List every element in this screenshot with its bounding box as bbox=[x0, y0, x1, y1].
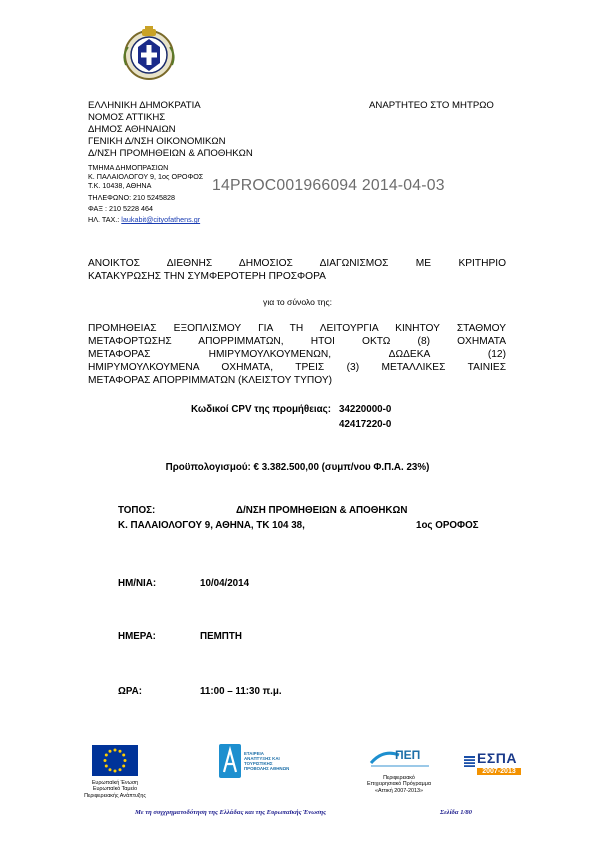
tender-title-line2: ΚΑΤΑΚΥΡΩΣΗΣ ΤΗΝ ΣΥΜΦΕΡΟΤΕΡΗ ΠΡΟΣΦΟΡΑ bbox=[88, 271, 326, 282]
header-phone: ΤΗΛΕΦΩΝΟ: 210 5245828 bbox=[88, 193, 176, 202]
pep-attica-logo bbox=[369, 745, 431, 771]
document-id: 14PROC001966094 2014-04-03 bbox=[212, 177, 445, 194]
header-country: ΕΛΛΗΝΙΚΗ ΔΗΜΟΚΡΑΤΙΑ bbox=[88, 100, 201, 111]
pep-caption bbox=[349, 775, 449, 794]
eu-caption bbox=[74, 780, 156, 799]
cpv-code-1: 34220000-0 bbox=[339, 404, 392, 415]
header-prefecture: ΝΟΜΟΣ ΑΤΤΙΚΗΣ bbox=[88, 112, 166, 123]
day-label: ΗΜΕΡΑ: bbox=[118, 631, 156, 642]
header-municipality: ΔΗΜΟΣ ΑΘΗΝΑΙΩΝ bbox=[88, 124, 176, 135]
svg-text:ΠΕΠ: ΠΕΠ bbox=[395, 748, 421, 762]
procurement-desc-line3: ΜΕΤΑΦΟΡΑΣ ΗΜΙΡΥΜΟΥΛΚΟΥΜΕΝΩΝ, ΔΩΔΕΚΑ (12) bbox=[88, 349, 506, 360]
header-fax: ΦΑΞ : 210 5228 464 bbox=[88, 204, 153, 213]
budget-line: Προϋπολογισμού: € 3.382.500,00 (συμπ/νου Φ.Π.Α. 23%) bbox=[165, 462, 430, 473]
tender-title-line1: ΑΝΟΙΚΤΟΣ ΔΙΕΘΝΗΣ ΔΗΜΟΣΙΟΣ ΔΙΑΓΩΝΙΣΜΟΣ ΜΕ ΚΡΙΤΗΡΙΟ bbox=[88, 258, 506, 269]
date-value: 10/04/2014 bbox=[200, 578, 250, 589]
pep-caption-line3: «Αττική 2007-2013» bbox=[374, 787, 424, 794]
place-floor: 1ος ΟΡΟΦΟΣ bbox=[416, 520, 479, 531]
cpv-code-2: 42417220-0 bbox=[339, 419, 392, 430]
procurement-desc-line5: ΜΕΤΑΦΟΡΑΣ ΑΠΟΡΡΙΜΜΑΤΩΝ (ΚΛΕΙΣΤΟΥ ΤΥΠΟΥ) bbox=[88, 375, 333, 386]
municipality-crest-logo bbox=[120, 25, 178, 83]
espa-logo bbox=[464, 750, 522, 780]
time-label: ΩΡΑ: bbox=[118, 686, 142, 697]
place-address: Κ. ΠΑΛΑΙΟΛΟΓΟΥ 9, ΑΘΗΝΑ, ΤΚ 104 38, bbox=[118, 520, 305, 531]
greek-flag-icon bbox=[464, 754, 475, 765]
place-label: ΤΟΠΟΣ: bbox=[118, 505, 156, 516]
espa-years: 2007-2013 bbox=[477, 768, 521, 775]
time-value: 11:00 – 11:30 π.μ. bbox=[200, 686, 282, 697]
header-general-directorate: ΓΕΝΙΚΗ Δ/ΝΣΗ ΟΙΚΟΝΟΜΙΚΩΝ bbox=[88, 136, 226, 147]
day-value: ΠΕΜΠΤΗ bbox=[200, 631, 242, 642]
date-label: ΗΜ/ΝΙΑ: bbox=[118, 578, 157, 589]
eu-caption-line2: Ευρωπαϊκό Ταμείο bbox=[92, 786, 138, 793]
eu-flag-logo bbox=[92, 745, 138, 776]
cpv-label: Κωδικοί CPV της προμήθειας: bbox=[191, 404, 331, 415]
espa-label: ΕΣΠΑ bbox=[477, 750, 517, 766]
register-note: ΑΝΑΡΤΗΤΕΟ ΣΤΟ ΜΗΤΡΩΟ bbox=[369, 100, 494, 111]
page-number: Σελίδα 1/80 bbox=[440, 809, 472, 816]
athens-development-agency-logo bbox=[219, 744, 291, 778]
place-value: Δ/ΝΣΗ ΠΡΟΜΗΘΕΙΩΝ & ΑΠΟΘΗΚΩΝ bbox=[236, 505, 408, 516]
eu-caption-line3: Περιφερειακής Ανάπτυξης bbox=[84, 792, 146, 799]
cofinance-note: Με τη συγχρηματοδότηση της Ελλάδας και της Ευρωπαϊκής Ένωσης bbox=[135, 809, 327, 816]
agency-caption: ΕΤΑΙΡΕΙΑ ΑΝΑΠΤΥΞΗΣ ΚΑΙ ΤΟΥΡΙΣΤΙΚΗΣ ΠΡΟΒΟΛΗΣ ΑΘΗΝΩΝ bbox=[244, 751, 290, 771]
procurement-desc-line2: ΜΕΤΑΦΟΡΤΩΣΗΣ ΑΠΟΡΡΙΜΜΑΤΩΝ, ΗΤΟΙ ΟΚΤΩ (8) ΟΧΗΜΑΤΑ bbox=[88, 336, 506, 347]
header-address: Κ. ΠΑΛΑΙΟΛΟΓΟΥ 9, 1ος ΟΡΟΦΟΣ bbox=[88, 172, 204, 181]
eu-caption-line1: Ευρωπαϊκή Ένωση bbox=[91, 780, 139, 786]
pep-caption-line1: Περιφερειακό bbox=[383, 775, 415, 781]
for-total-text: για το σύνολο της: bbox=[263, 297, 332, 307]
pep-caption-line2: Επιχειρησιακό Πρόγραμμα bbox=[367, 781, 431, 788]
header-department: ΤΜΗΜΑ ΔΗΜΟΠΡΑΣΙΩΝ bbox=[88, 163, 169, 172]
procurement-desc-line4: ΗΜΙΡΥΜΟΥΛΚΟΥΜΕΝΑ ΟΧΗΜΑΤΑ, ΤΡΕΙΣ (3) ΜΕΤΑΛΛΙΚΕΣ ΤΑΙΝΙΕΣ bbox=[88, 362, 506, 373]
email-label: ΗΛ. ΤΑΧ.: bbox=[88, 215, 120, 224]
header-email-row bbox=[88, 216, 200, 224]
email-link[interactable]: laukabit@cityofathens.gr bbox=[121, 215, 201, 224]
header-postal-code: Τ.Κ. 10438, ΑΘΗΝΑ bbox=[88, 181, 152, 190]
procurement-desc-line1: ΠΡΟΜΗΘΕΙΑΣ ΕΞΟΠΛΙΣΜΟΥ ΓΙΑ ΤΗ ΛΕΙΤΟΥΡΓΙΑ ΚΙΝΗΤΟΥ ΣΤΑΘΜΟΥ bbox=[88, 323, 506, 334]
header-directorate: Δ/ΝΣΗ ΠΡΟΜΗΘΕΙΩΝ & ΑΠΟΘΗΚΩΝ bbox=[88, 148, 253, 159]
